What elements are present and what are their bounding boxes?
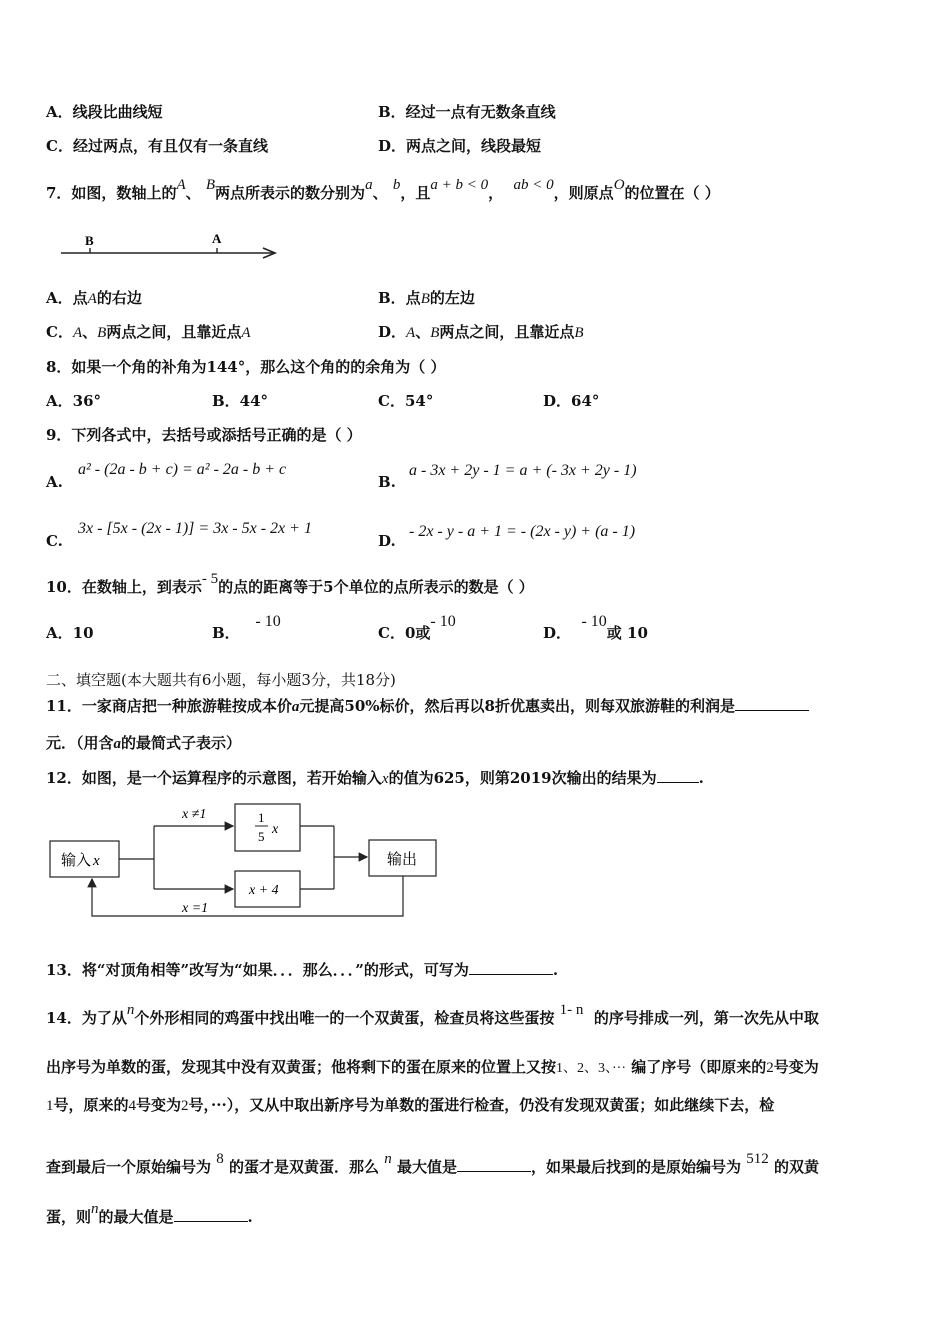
q6-option-b: B．经过一点有无数条直线 xyxy=(378,103,556,121)
flow-condition-bottom: x =1 xyxy=(182,901,209,916)
point-b-label: B xyxy=(85,233,94,248)
q7-option-a: A．点A的右边 xyxy=(46,289,142,307)
q8-option-c: C．54° xyxy=(378,392,434,410)
q8-option-b: B．44° xyxy=(212,392,269,410)
q8-option-d: D．64° xyxy=(543,392,600,410)
q8-option-a: A．36° xyxy=(46,392,102,410)
question-11-line-2: 元．（用含a的最简式子表示） xyxy=(46,734,242,752)
q13-answer-blank[interactable] xyxy=(469,960,553,975)
flow-input-label: 输入 x xyxy=(61,853,100,869)
question-14-line-3: 1号，原来的4号变为2号，···），又从中取出新序号为单数的蛋进行检查，仍没有发现双黄蛋；如此继续下去，检 xyxy=(46,1096,775,1114)
q9-formula-d: - 2x - y - a + 1 = - (2x - y) + (a - 1) xyxy=(409,523,636,540)
q10-option-c: C．0或- 10 xyxy=(378,613,456,642)
q9-label-c: C. xyxy=(46,532,63,550)
q14-answer-blank-2[interactable] xyxy=(174,1207,248,1222)
q6-option-a: A．线段比曲线短 xyxy=(46,103,163,121)
q11-answer-blank[interactable] xyxy=(735,696,809,711)
q9-label-a: A. xyxy=(46,473,63,491)
question-14-line-1: 14．为了从n个外形相同的鸡蛋中找出唯一的一个双黄蛋，检查员将这些蛋按 1- n 的序号排成一列，第一次先从中取 xyxy=(46,1002,819,1027)
q7-option-b: B．点B的左边 xyxy=(378,289,475,307)
q10-option-b: B． - 10 xyxy=(212,613,281,642)
number-line-figure xyxy=(55,226,285,262)
question-9-stem: 9．下列各式中，去括号或添括号正确的是（ ） xyxy=(46,426,362,444)
point-a-label: A xyxy=(212,231,222,246)
question-14-line-5: 蛋，则n的最大值是 . xyxy=(46,1201,253,1226)
flow-fraction-denominator: 5 xyxy=(258,829,265,844)
flow-divide-box xyxy=(235,804,300,851)
question-10-stem: 10．在数轴上，到表示- 5的点的距离等于5个单位的点所表示的数是（ ） xyxy=(46,571,534,596)
q6-option-d: D．两点之间，线段最短 xyxy=(378,137,542,155)
question-11-line-1: 11．一家商店把一种旅游鞋按成本价a元提高50%标价，然后再以8折优惠卖出，则每双旅游鞋的利润是 xyxy=(46,696,809,717)
flow-output-label: 输出 xyxy=(387,852,418,868)
question-12-stem: 12．如图，是一个运算程序的示意图，若开始输入x的值为625，则第2019次输出的结果为 . xyxy=(46,769,704,787)
q7-option-c: C．A、B两点之间，且靠近点A xyxy=(46,323,251,341)
flow-fraction-numerator: 1 xyxy=(258,810,265,825)
flow-fraction-x: x xyxy=(272,822,279,837)
question-14-line-4: 查到最后一个原始编号为 8 的蛋才是双黄蛋．那么 n 最大值是 ，如果最后找到的是原始编号为 512 的双黄 xyxy=(46,1151,819,1176)
flowchart-figure xyxy=(48,800,443,922)
q9-formula-c: 3x - [5x - (2x - 1)] = 3x - 5x - 2x + 1 xyxy=(78,520,312,537)
q12-answer-blank[interactable] xyxy=(657,768,699,783)
q10-option-a: A．10 xyxy=(46,624,94,642)
flow-condition-top: x ≠1 xyxy=(182,807,207,822)
q6-option-c: C．经过两点，有且仅有一条直线 xyxy=(46,137,268,155)
q9-formula-a: a² - (2a - b + c) = a² - 2a - b + c xyxy=(78,461,287,478)
q9-formula-b: a - 3x + 2y - 1 = a + (- 3x + 2y - 1) xyxy=(409,462,637,479)
q9-label-b: B. xyxy=(378,473,396,491)
question-8-stem: 8．如果一个角的补角为144°，那么这个角的的余角为（ ） xyxy=(46,358,446,376)
question-14-line-2: 出序号为单数的蛋，发现其中没有双黄蛋；他将剩下的蛋在原来的位置上又按1、2、3、··· 编了序号（即原来的2号变为 xyxy=(46,1058,819,1076)
question-13-stem: 13．将“对顶角相等”改写为“如果．．．那么．．．”的形式，可写为 . xyxy=(46,961,559,979)
section-2-heading: 二、填空题(本大题共有6小题，每小题3分，共18分) xyxy=(46,671,396,689)
q14-answer-blank-1[interactable] xyxy=(457,1157,531,1172)
q7-option-d: D．A、B两点之间，且靠近点B xyxy=(378,323,584,341)
q10-option-d: D． - 10或 10 xyxy=(543,613,648,642)
flow-add-label: x + 4 xyxy=(249,883,279,898)
question-7-stem: 7．如图，数轴上的A、 B两点所表示的数分别为a、 b，且a + b < 0， ab < 0，则原点O的位置在（ ） xyxy=(46,177,720,202)
q9-label-d: D. xyxy=(378,532,396,550)
